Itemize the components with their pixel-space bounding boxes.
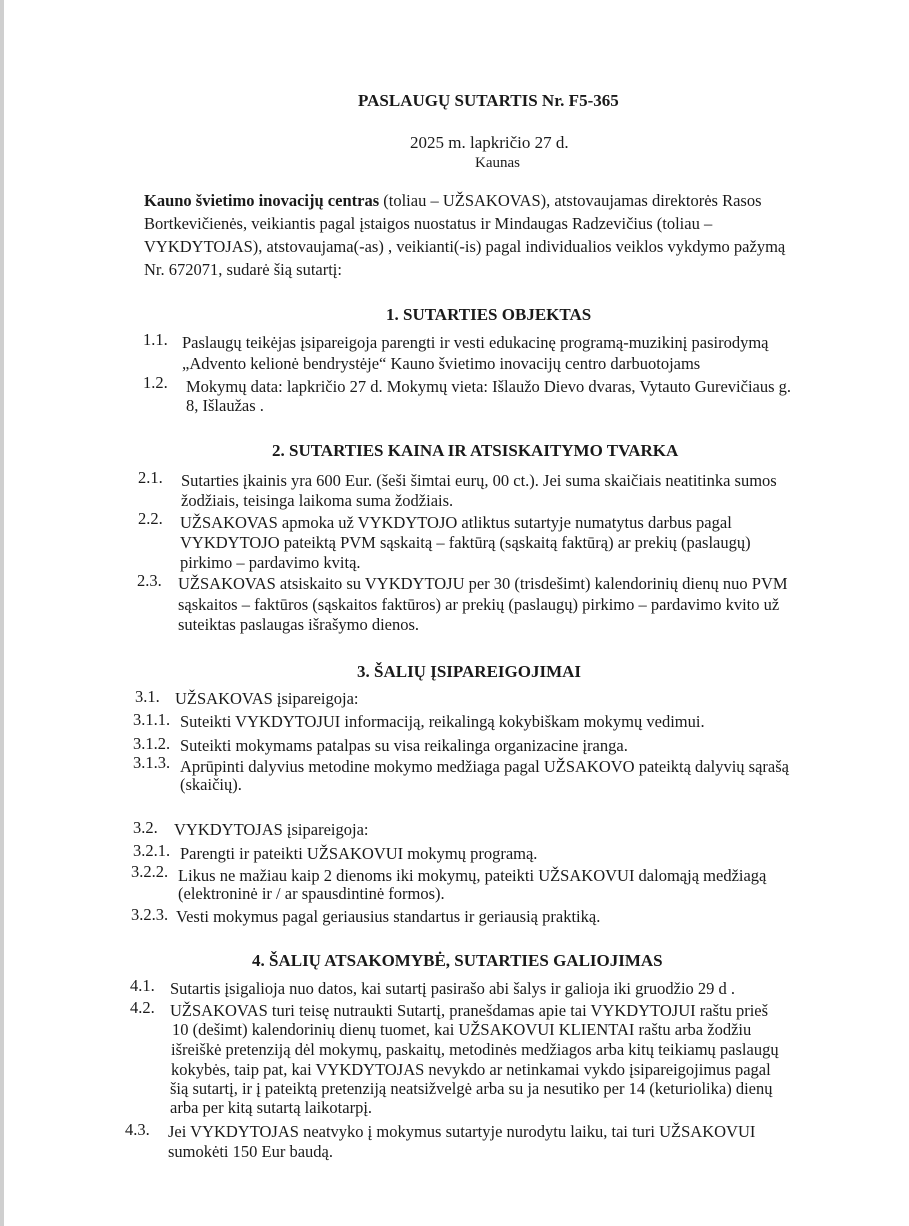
clause-3-1-2-line: Suteikti mokymams patalpas su visa reikalinga organizacine įranga. bbox=[180, 736, 628, 755]
clause-3-2-2-line-1: Likus ne mažiau kaip 2 dienoms iki mokymų, pateikti UŽSAKOVUI dalomąją medžiagą bbox=[178, 866, 767, 885]
clause-4-2-line-3: išreiškė pretenziją dėl mokymų, paskaitų, metodinės medžiagos arba kitų teikiamų paslaugų bbox=[171, 1040, 779, 1059]
clause-2-3-line-3: suteiktas paslaugas išrašymo dienos. bbox=[178, 615, 420, 634]
scan-edge bbox=[0, 0, 4, 1226]
clause-4-3-line-2: sumokėti 150 Eur baudą. bbox=[168, 1142, 333, 1161]
clause-number: 3.2. bbox=[133, 818, 158, 837]
clause-1-2-line-2: 8, Išlaužas . bbox=[186, 396, 264, 415]
intro-line-2: Bortkevičienės, veikiantis pagal įstaigos nuostatus ir Mindaugas Radzevičius (toliau – bbox=[144, 214, 713, 233]
intro-line-3: VYKDYTOJAS), atstovaujama(-as) , veikianti(-is) pagal individualios veiklos vykdymo pažymą bbox=[144, 237, 786, 256]
section-3-heading: 3. ŠALIŲ ĮSIPAREIGOJIMAI bbox=[357, 662, 582, 681]
clause-2-1-line-1: Sutarties įkainis yra 600 Eur. (šeši šimtai eurų, 00 ct.). Jei suma skaičiais neatitinka sumos bbox=[181, 471, 777, 490]
clause-3-1-line: UŽSAKOVAS įsipareigoja: bbox=[175, 689, 359, 708]
clause-number: 4.3. bbox=[125, 1120, 150, 1139]
clause-3-2-2-line-2: (elektroninė ir / ar spausdintinė formos). bbox=[178, 884, 445, 903]
clause-3-1-3-line-2: (skaičių). bbox=[180, 775, 242, 794]
section-1-heading: 1. SUTARTIES OBJEKTAS bbox=[386, 305, 592, 324]
clause-number: 3.1. bbox=[135, 687, 160, 706]
clause-2-1-line-2: žodžiais, teisinga laikoma suma žodžiais. bbox=[181, 491, 454, 510]
section-4-heading: 4. ŠALIŲ ATSAKOMYBĖ, SUTARTIES GALIOJIMAS bbox=[252, 951, 663, 970]
clause-4-3-line-1: Jei VYKDYTOJAS neatvyko į mokymus sutartyje nurodytu laiku, tai turi UŽSAKOVUI bbox=[168, 1122, 756, 1141]
clause-1-1-line-1: Paslaugų teikėjas įsipareigoja parengti ir vesti edukacinę programą-muzikinį pasirodymą bbox=[182, 333, 769, 352]
section-2-heading: 2. SUTARTIES KAINA IR ATSISKAITYMO TVARKA bbox=[272, 441, 679, 460]
clause-3-2-1-line: Parengti ir pateikti UŽSAKOVUI mokymų programą. bbox=[180, 844, 538, 863]
clause-2-2-line-2: VYKDYTOJO pateiktą PVM sąskaitą – faktūrą (sąskaitą faktūrą) ar prekių (paslaugų) bbox=[180, 533, 751, 552]
clause-1-1-line-2: „Advento kelionė bendrystėje“ Kauno švietimo inovacijų centro darbuotojams bbox=[182, 354, 701, 373]
party-name: Kauno švietimo inovacijų centras bbox=[144, 191, 380, 210]
clause-2-2-line-1: UŽSAKOVAS apmoka už VYKDYTOJO atliktus sutartyje numatytus darbus pagal bbox=[180, 513, 732, 532]
clause-3-2-line: VYKDYTOJAS įsipareigoja: bbox=[174, 820, 369, 839]
clause-4-2-line-6: arba per kitą sutartą laikotarpį. bbox=[170, 1098, 373, 1117]
contract-title: PASLAUGŲ SUTARTIS Nr. F5-365 bbox=[358, 91, 619, 110]
clause-4-1-line: Sutartis įsigalioja nuo datos, kai sutartį pasirašo abi šalys ir galioja iki gruodžio 29 d . bbox=[170, 979, 736, 998]
clause-4-2-line-1: UŽSAKOVAS turi teisę nutraukti Sutartį, pranešdamas apie tai VYKDYTOJUI raštu prieš bbox=[170, 1001, 769, 1020]
clause-2-3-line-1: UŽSAKOVAS atsiskaito su VYKDYTOJU per 30 (trisdešimt) kalendorinių dienų nuo PVM bbox=[178, 574, 788, 593]
clause-2-2-line-3: pirkimo – pardavimo kvitą. bbox=[180, 553, 361, 572]
clause-3-1-1-line: Suteikti VYKDYTOJUI informaciją, reikalingą kokybiškam mokymų vedimui. bbox=[180, 712, 705, 731]
contract-date: 2025 m. lapkričio 27 d. bbox=[410, 133, 569, 152]
clause-number: 3.2.3. bbox=[131, 905, 169, 924]
intro-line-1 bbox=[144, 191, 762, 211]
clause-3-2-3-line: Vesti mokymus pagal geriausius standartus ir geriausią praktiką. bbox=[176, 907, 601, 926]
clause-4-2-line-4: kokybės, taip pat, kai VYKDYTOJAS nevykdo ar netinkamai vykdo įsipareigojimus pagal bbox=[171, 1060, 771, 1079]
clause-number: 3.1.3. bbox=[133, 753, 171, 772]
contract-city: Kaunas bbox=[475, 155, 520, 171]
clause-number: 4.2. bbox=[130, 998, 155, 1017]
clause-number: 2.3. bbox=[137, 571, 162, 590]
clause-number: 3.2.2. bbox=[131, 862, 169, 881]
clause-number: 1.2. bbox=[143, 373, 168, 392]
intro-line-1-rest: (toliau – UŽSAKOVAS), atstovaujamas direktorės Rasos bbox=[379, 191, 762, 210]
clause-number: 3.1.1. bbox=[133, 710, 171, 729]
clause-number: 2.1. bbox=[138, 468, 163, 487]
clause-number: 4.1. bbox=[130, 976, 155, 995]
clause-number: 3.2.1. bbox=[133, 841, 171, 860]
clause-3-1-3-line-1: Aprūpinti dalyvius metodine mokymo medžiaga pagal UŽSAKOVO pateiktą dalyvių sąrašą bbox=[180, 757, 789, 776]
clause-4-2-line-2: 10 (dešimt) kalendorinių dienų tuomet, kai UŽSAKOVUI KLIENTAI raštu arba žodžiu bbox=[172, 1020, 752, 1039]
clause-number: 1.1. bbox=[143, 330, 168, 349]
clause-1-2-line-1: Mokymų data: lapkričio 27 d. Mokymų vieta: Išlaužo Dievo dvaras, Vytauto Gurevičiaus g. bbox=[186, 377, 792, 396]
clause-2-3-line-2: sąskaitos – faktūros (sąskaitos faktūros) ar prekių (paslaugų) pirkimo – pardavimo kvito už bbox=[178, 595, 780, 614]
clause-number: 3.1.2. bbox=[133, 734, 171, 753]
clause-4-2-line-5: šią sutartį, ir į pateiktą pretenziją neatsižvelgė arba su ja nesutiko per 14 (keturiolika) dienų bbox=[170, 1079, 773, 1098]
intro-line-4: Nr. 672071, sudarė šią sutartį: bbox=[144, 260, 342, 279]
clause-number: 2.2. bbox=[138, 509, 163, 528]
